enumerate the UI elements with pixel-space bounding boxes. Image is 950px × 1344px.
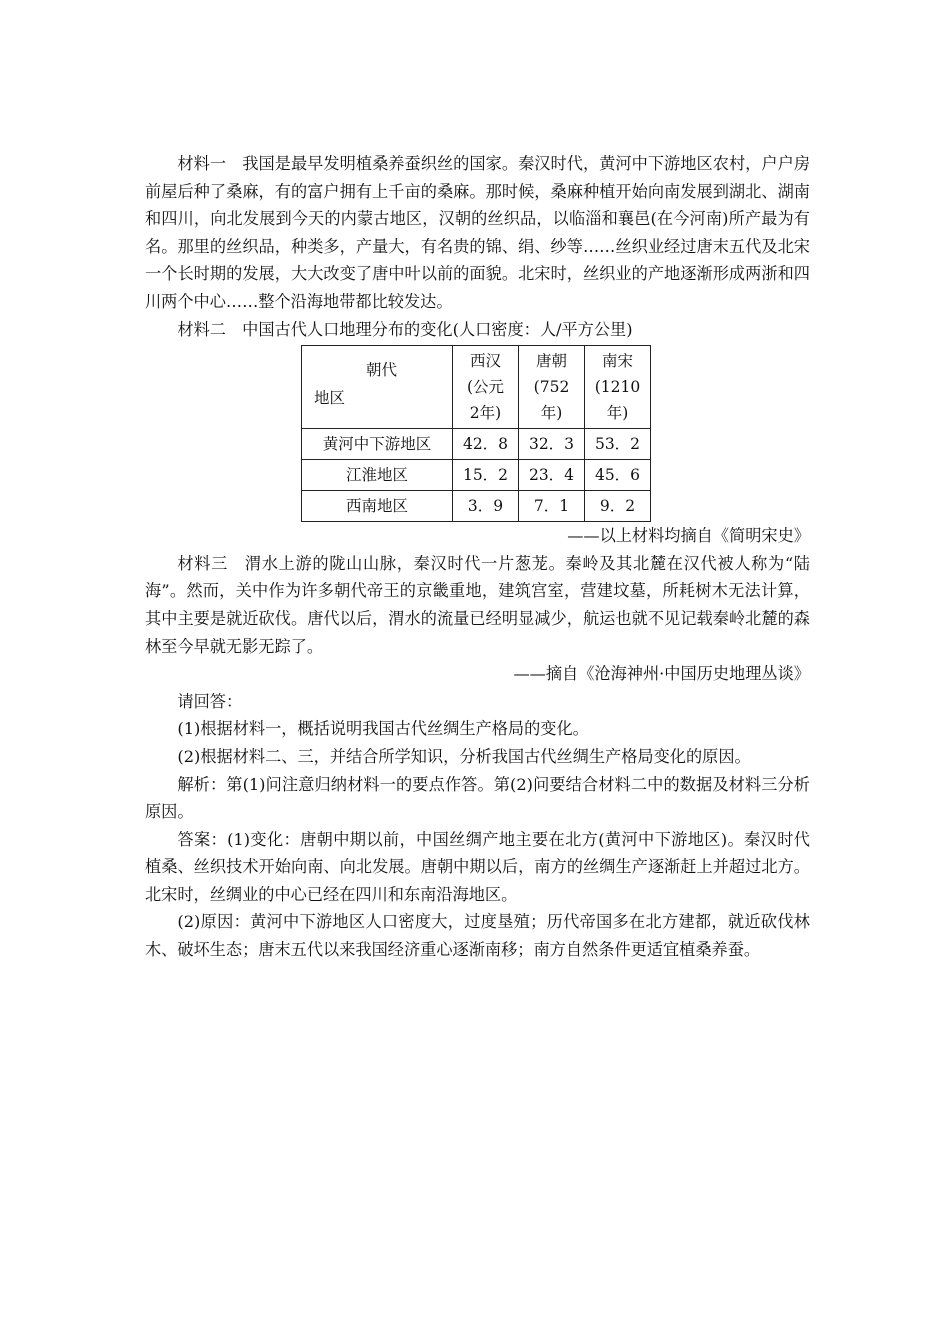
material-2-label: 材料二 — [177, 319, 226, 339]
column-header-southern-song — [585, 346, 651, 429]
table-cell: 53．2 — [585, 429, 651, 460]
material-3-source: ——摘自《沧海神州·中国历史地理丛谈》 — [513, 664, 810, 684]
material-3-label: 材料三 — [177, 553, 229, 573]
table-corner-cell — [302, 346, 453, 429]
document-body — [145, 150, 810, 964]
table-row — [302, 460, 651, 491]
question-1: (1)根据材料一，概括说明我国古代丝绸生产格局的变化。 — [177, 719, 589, 739]
population-table-wrapper — [301, 345, 810, 522]
table-row — [302, 429, 651, 460]
material-1-label: 材料一 — [177, 154, 227, 173]
row-region-cell: 西南地区 — [302, 491, 453, 522]
column-header-line: 年) — [540, 404, 563, 423]
population-density-table — [301, 345, 651, 522]
answer-2-paragraph: (2)原因：黄河中下游地区人口密度大，过度垦殖；历代帝国多在北方建都，就近砍伐林木、破坏生态；唐末五代以来我国经济重心逐渐南移；南方自然条件更适宜植桑养蚕。 — [145, 912, 810, 960]
column-header-line: 2年) — [469, 404, 502, 423]
row-region-cell: 黄河中下游地区 — [302, 429, 453, 460]
table-cell: 3．9 — [453, 491, 519, 522]
column-header-line: 年) — [606, 404, 629, 423]
table-cell: 15．2 — [453, 460, 519, 491]
material-2-heading — [145, 316, 810, 344]
question-2: (2)根据材料二、三，并结合所学知识，分析我国古代丝绸生产格局变化的原因。 — [177, 746, 751, 766]
column-header-line: 西汉 — [469, 352, 501, 371]
material-3-text: 渭水上游的陇山山脉，秦汉时代一片葱茏。秦岭及其北麓在汉代被人称为“陆海”。然而，关中作为许多朝代帝王的京畿重地，建筑宫室，营建坟墓，所耗树木无法计算，其中主要是就近砍伐。唐代以后，渭水的流量已经明显减少，航运也就不见记载秦岭北麓的森林至今早就无影无踪了。 — [145, 553, 810, 656]
analysis-paragraph: 解析：第(1)问注意归纳材料一的要点作答。第(2)问要结合材料二中的数据及材料三分析原因。 — [145, 774, 810, 822]
material-1-text: 我国是最早发明植桑养蚕织丝的国家。秦汉时代，黄河中下游地区农村，户户房前屋后种了桑麻，有的富户拥有上千亩的桑麻。那时候，桑麻种植开始向南发展到湖北、湖南和四川，向北发展到今天的内蒙古地区，汉朝的丝织品，以临淄和襄邑(在今河南)所产最为有名。那里的丝织品，种类多，产量大，有名贵的锦、绢、纱等……丝织业经过唐末五代及北宋一个长时期的发展，大大改变了唐中叶以前的面貌。北宋时，丝织业的产地逐渐形成两浙和四川两个中心……整个沿海地带都比较发达。 — [145, 154, 811, 311]
table-cell: 42．8 — [453, 429, 519, 460]
material-2-title: 中国古代人口地理分布的变化(人口密度：人/平方公里) — [242, 319, 633, 339]
table-cell: 9．2 — [585, 491, 651, 522]
corner-region-label: 地区 — [314, 389, 346, 408]
material-3-paragraph — [145, 550, 810, 660]
column-header-western-han — [453, 346, 519, 429]
material-1-paragraph — [145, 150, 810, 316]
table-header-row — [302, 346, 651, 429]
column-header-line: (1210 — [594, 378, 641, 397]
table-cell: 7．1 — [519, 491, 585, 522]
table-cell: 32．3 — [519, 429, 585, 460]
row-region-cell: 江淮地区 — [302, 460, 453, 491]
column-header-line: 南宋 — [601, 352, 633, 371]
material-2-source: ——以上材料均摘自《简明宋史》 — [567, 526, 810, 546]
table-cell: 45．6 — [585, 460, 651, 491]
question-prompt: 请回答： — [177, 691, 243, 711]
answer-1-paragraph: 答案：(1)变化：唐朝中期以前，中国丝绸产地主要在北方(黄河中下游地区)。秦汉时代植桑、丝织技术开始向南、向北发展。唐朝中期以后，南方的丝绸生产逐渐赶上并超过北方。北宋时，丝绸业的中心已经在四川和东南沿海地区。 — [145, 829, 810, 904]
column-header-line: (752 — [533, 378, 570, 397]
table-row — [302, 491, 651, 522]
column-header-line: (公元 — [466, 378, 505, 397]
column-header-tang — [519, 346, 585, 429]
corner-dynasty-label: 朝代 — [366, 361, 398, 380]
table-cell: 23．4 — [519, 460, 585, 491]
column-header-line: 唐朝 — [535, 352, 567, 371]
